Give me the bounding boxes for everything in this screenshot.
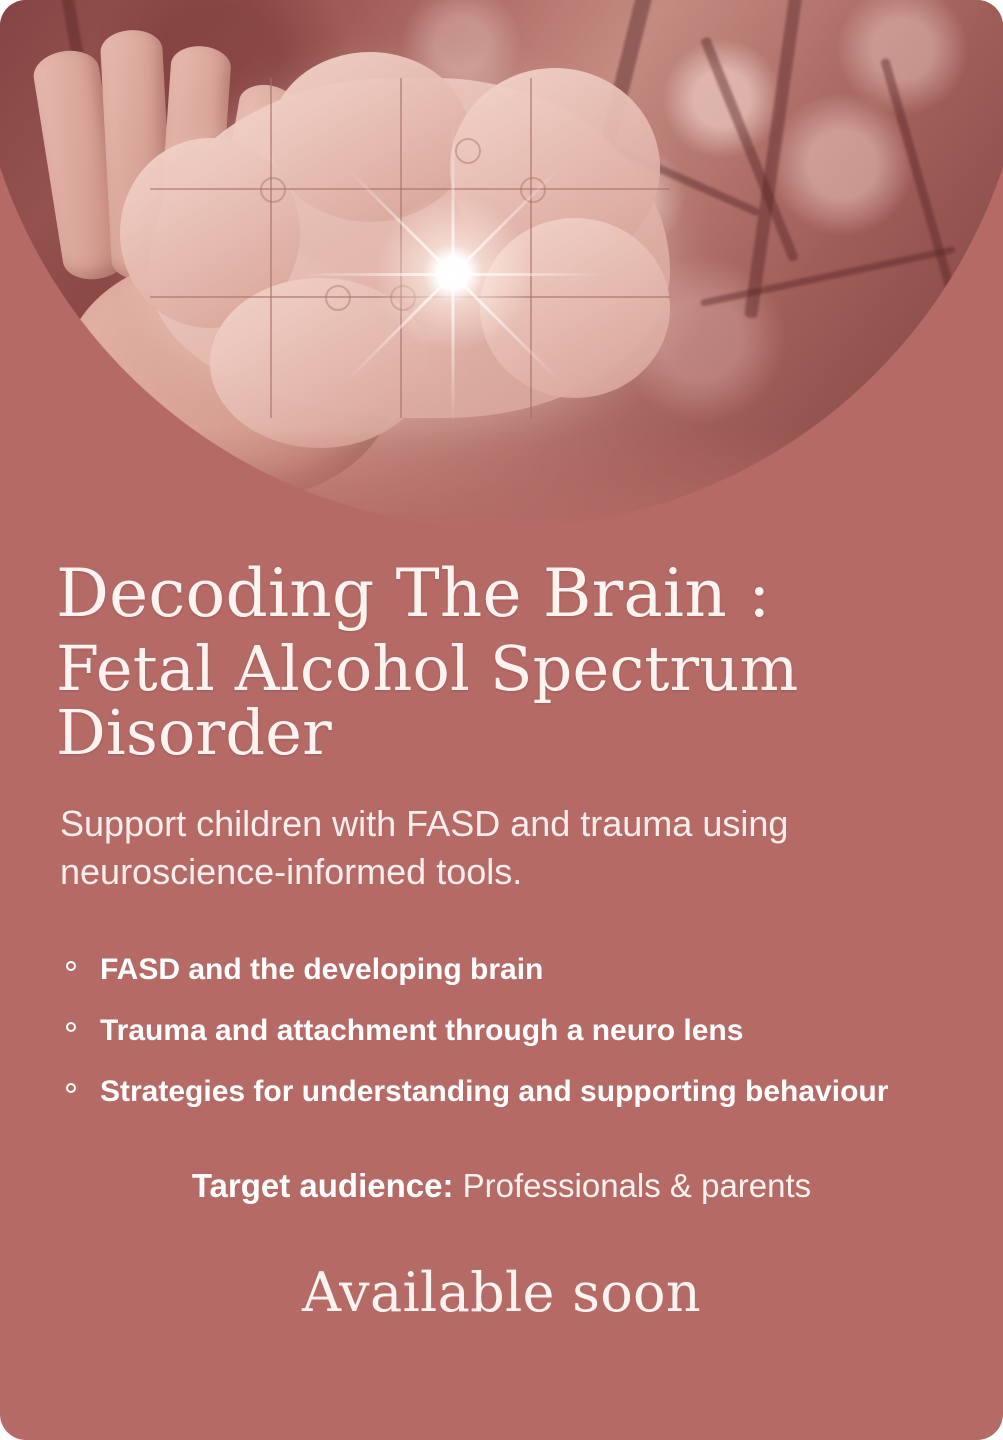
poster-title-line-1: Decoding The Brain : [56, 555, 771, 632]
poster-subtitle: Support children with FASD and trauma using neuroscience-informed tools. [60, 802, 789, 893]
poster-content [0, 548, 1003, 1324]
topics-list [0, 950, 1003, 1111]
title-block [0, 548, 1003, 769]
list-item [66, 1011, 947, 1050]
list-item-label: Strategies for understanding and supporting behaviour [100, 1075, 889, 1109]
bullet-dot-icon [66, 1083, 76, 1093]
list-item [66, 950, 947, 989]
hero-image [0, 0, 1003, 548]
target-audience-value: Professionals & parents [462, 1167, 812, 1205]
target-audience-label: Target audience: [191, 1167, 454, 1205]
hero-fade [0, 428, 1003, 548]
list-item-label: Trauma and attachment through a neuro lens [100, 1014, 744, 1048]
target-audience [0, 1167, 1003, 1205]
list-item-label: FASD and the developing brain [100, 953, 544, 987]
bullet-dot-icon [66, 1022, 76, 1032]
list-item [66, 1072, 947, 1111]
poster-title-line-2: Fetal Alcohol Spectrum Disorder [56, 632, 799, 769]
availability-note: Available soon [302, 1261, 701, 1325]
bullet-dot-icon [66, 961, 76, 971]
